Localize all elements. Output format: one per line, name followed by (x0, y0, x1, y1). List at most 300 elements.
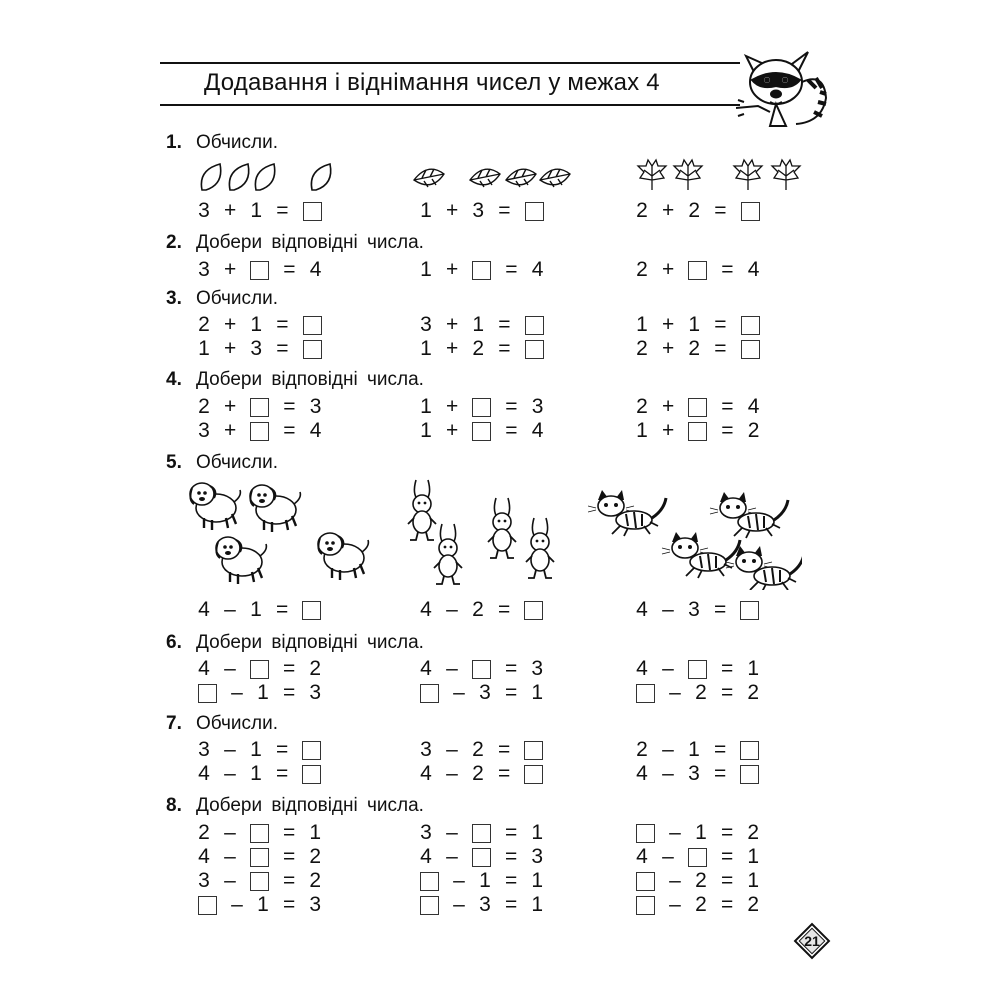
number: 2 (636, 337, 648, 360)
operator: = (505, 681, 518, 704)
operator: – (662, 598, 674, 621)
number: 1 (531, 681, 544, 704)
number: 1 (472, 313, 485, 336)
operator: – (446, 598, 458, 621)
operator: = (276, 337, 289, 360)
operator: – (224, 762, 236, 785)
task-6-heading (166, 632, 424, 654)
operator: = (721, 657, 734, 680)
number: 2 (747, 681, 760, 704)
equation (636, 395, 760, 419)
equation (198, 657, 321, 681)
task-number: 4. (166, 369, 182, 390)
answer-box[interactable] (524, 601, 543, 620)
number: 1 (531, 869, 544, 892)
number: 2 (688, 337, 701, 360)
answer-box[interactable] (636, 684, 655, 703)
equation (636, 869, 759, 893)
operator: – (224, 598, 236, 621)
operator: = (283, 869, 296, 892)
number: 4 (420, 762, 432, 785)
number: 3 (198, 419, 210, 442)
answer-box[interactable] (688, 848, 707, 867)
operator: = (283, 845, 296, 868)
operator: – (453, 893, 465, 916)
operator: – (662, 762, 674, 785)
answer-box[interactable] (250, 261, 269, 280)
equation (636, 657, 759, 681)
maple-leaf-icon (636, 156, 812, 194)
number: 3 (250, 337, 263, 360)
answer-box[interactable] (250, 848, 269, 867)
task-number: 5. (166, 452, 182, 473)
number: 1 (420, 395, 432, 418)
answer-box[interactable] (741, 202, 760, 221)
equation (636, 419, 760, 443)
equation (198, 598, 321, 622)
operator: = (283, 258, 296, 281)
number: 2 (695, 869, 707, 892)
answer-box[interactable] (472, 261, 491, 280)
number: 4 (198, 845, 210, 868)
page-title: Додавання і віднімання чисел у межах 4 (204, 69, 660, 96)
equation (420, 738, 543, 762)
number: 2 (636, 258, 648, 281)
operator: – (446, 738, 458, 761)
equation (198, 821, 321, 845)
number: 1 (747, 845, 760, 868)
operator: + (662, 419, 675, 442)
puppy-icon (186, 476, 376, 588)
number: 1 (257, 681, 269, 704)
operator: = (276, 738, 289, 761)
number: 4 (420, 845, 432, 868)
answer-box[interactable] (524, 765, 543, 784)
operator: – (224, 821, 236, 844)
number: 3 (479, 681, 491, 704)
operator: + (662, 337, 675, 360)
equation (420, 199, 544, 223)
operator: – (669, 821, 681, 844)
equation (636, 199, 760, 223)
number: 2 (309, 657, 322, 680)
operator: = (498, 337, 511, 360)
number: 2 (747, 419, 760, 442)
number: 2 (309, 869, 322, 892)
task-number: 3. (166, 288, 182, 309)
operator: – (446, 657, 458, 680)
page-number-wrap (793, 922, 831, 960)
number: 3 (472, 199, 485, 222)
equation (198, 893, 321, 917)
number: 1 (250, 738, 262, 761)
operator: = (276, 313, 289, 336)
operator: + (224, 419, 237, 442)
equation (636, 337, 760, 361)
number: 4 (747, 258, 760, 281)
operator: – (446, 762, 458, 785)
answer-box[interactable] (250, 422, 269, 441)
number: 1 (636, 313, 648, 336)
operator: + (224, 258, 237, 281)
equation (420, 821, 543, 845)
number: 4 (198, 762, 210, 785)
operator: = (505, 419, 518, 442)
answer-box[interactable] (250, 660, 269, 679)
rabbit-icon (404, 478, 576, 590)
operator: = (714, 598, 727, 621)
operator: – (662, 738, 674, 761)
title-banner (160, 62, 740, 106)
task-number: 1. (166, 132, 182, 153)
leaf-outline-icon (198, 160, 348, 194)
number: 3 (309, 893, 322, 916)
number: 2 (636, 199, 648, 222)
equation (636, 313, 760, 337)
raccoon-icon (736, 42, 828, 128)
operator: + (446, 337, 459, 360)
operator: + (224, 199, 237, 222)
number: 2 (636, 738, 648, 761)
operator: = (283, 893, 296, 916)
operator: – (669, 681, 681, 704)
number: 1 (747, 869, 760, 892)
operator: = (721, 845, 734, 868)
operator: = (721, 419, 734, 442)
operator: = (505, 821, 518, 844)
number: 2 (747, 893, 760, 916)
number: 4 (531, 419, 544, 442)
answer-box[interactable] (420, 896, 439, 915)
operator: + (662, 258, 675, 281)
equation (636, 598, 759, 622)
number: 1 (257, 893, 269, 916)
operator: – (224, 845, 236, 868)
task-3-heading (166, 288, 278, 310)
title-rule-top (160, 62, 740, 64)
number: 1 (309, 821, 322, 844)
number: 1 (420, 258, 432, 281)
number: 3 (479, 893, 491, 916)
answer-box[interactable] (472, 398, 491, 417)
number: 1 (250, 598, 262, 621)
number: 4 (531, 258, 544, 281)
number: 1 (636, 419, 648, 442)
operator: = (721, 681, 734, 704)
operator: = (283, 657, 296, 680)
number: 2 (472, 738, 484, 761)
operator: – (453, 869, 465, 892)
answer-box[interactable] (636, 896, 655, 915)
number: 3 (688, 762, 700, 785)
task-instruction: Обчисли. (196, 713, 279, 734)
task-instruction: Добери відповідні числа. (196, 232, 424, 253)
number: 3 (309, 681, 322, 704)
number: 1 (747, 657, 760, 680)
answer-box[interactable] (688, 660, 707, 679)
operator: = (714, 199, 727, 222)
task-7-heading (166, 713, 278, 735)
operator: = (283, 419, 296, 442)
operator: = (505, 893, 518, 916)
operator: + (662, 313, 675, 336)
answer-box[interactable] (741, 316, 760, 335)
answer-box[interactable] (636, 824, 655, 843)
task-8-heading (166, 795, 424, 817)
answer-box[interactable] (688, 261, 707, 280)
operator: = (721, 395, 734, 418)
equation (198, 419, 322, 443)
operator: = (276, 598, 289, 621)
equation (420, 869, 543, 893)
answer-box[interactable] (302, 765, 321, 784)
number: 4 (636, 762, 648, 785)
equation (636, 893, 759, 917)
operator: – (662, 657, 674, 680)
number: 1 (479, 869, 491, 892)
operator: = (505, 395, 518, 418)
answer-box[interactable] (472, 422, 491, 441)
number: 2 (472, 598, 484, 621)
equation (198, 258, 322, 282)
number: 4 (420, 598, 432, 621)
number: 4 (636, 845, 648, 868)
operator: = (283, 681, 296, 704)
number: 2 (472, 762, 484, 785)
number: 1 (688, 313, 701, 336)
equation (198, 337, 322, 361)
answer-box[interactable] (303, 340, 322, 359)
answer-box[interactable] (740, 601, 759, 620)
equation (420, 258, 544, 282)
task-number: 7. (166, 713, 182, 734)
task-instruction: Обчисли. (196, 288, 279, 309)
leaf-veined-icon (410, 160, 580, 194)
operator: = (276, 199, 289, 222)
kitten-icon (588, 488, 802, 590)
task-instruction: Обчисли. (196, 452, 279, 473)
operator: = (283, 395, 296, 418)
task-instruction: Добери відповідні числа. (196, 369, 424, 390)
equation (420, 845, 543, 869)
answer-box[interactable] (250, 872, 269, 891)
operator: = (498, 598, 511, 621)
number: 3 (198, 258, 210, 281)
equation (420, 313, 544, 337)
operator: – (669, 869, 681, 892)
number: 3 (309, 395, 322, 418)
operator: – (231, 681, 243, 704)
equation (198, 845, 321, 869)
operator: = (498, 762, 511, 785)
answer-box[interactable] (740, 765, 759, 784)
operator: – (224, 869, 236, 892)
answer-box[interactable] (302, 601, 321, 620)
answer-box[interactable] (472, 848, 491, 867)
equation (636, 681, 759, 705)
answer-box[interactable] (250, 398, 269, 417)
number: 2 (636, 395, 648, 418)
operator: = (283, 821, 296, 844)
equation (198, 395, 322, 419)
number: 2 (695, 893, 707, 916)
number: 1 (250, 762, 262, 785)
answer-box[interactable] (198, 896, 217, 915)
operator: = (714, 762, 727, 785)
number: 2 (472, 337, 485, 360)
operator: = (498, 738, 511, 761)
number: 4 (636, 657, 648, 680)
equation (420, 395, 544, 419)
task-5-heading (166, 452, 278, 474)
number: 3 (688, 598, 700, 621)
operator: = (505, 258, 518, 281)
equation (636, 821, 759, 845)
title-rule-bottom (160, 104, 740, 106)
number: 2 (688, 199, 701, 222)
number: 2 (309, 845, 322, 868)
number: 4 (747, 395, 760, 418)
number: 1 (250, 199, 263, 222)
answer-box[interactable] (250, 824, 269, 843)
answer-box[interactable] (524, 741, 543, 760)
operator: + (224, 313, 237, 336)
task-instruction: Обчисли. (196, 132, 279, 153)
equation (198, 738, 321, 762)
number: 4 (309, 419, 322, 442)
number: 4 (198, 598, 210, 621)
answer-box[interactable] (525, 316, 544, 335)
answer-box[interactable] (420, 684, 439, 703)
operator: – (231, 893, 243, 916)
equation (636, 258, 760, 282)
answer-box[interactable] (420, 872, 439, 891)
operator: = (505, 657, 518, 680)
answer-box[interactable] (636, 872, 655, 891)
equation (420, 893, 543, 917)
answer-box[interactable] (472, 660, 491, 679)
answer-box[interactable] (688, 398, 707, 417)
number: 1 (420, 337, 432, 360)
answer-box[interactable] (472, 824, 491, 843)
answer-box[interactable] (740, 741, 759, 760)
operator: – (662, 845, 674, 868)
equation (198, 313, 322, 337)
number: 2 (695, 681, 707, 704)
task-number: 2. (166, 232, 182, 253)
task-instruction: Добери відповідні числа. (196, 795, 424, 816)
operator: = (721, 821, 734, 844)
operator: – (453, 681, 465, 704)
operator: – (446, 821, 458, 844)
answer-box[interactable] (303, 202, 322, 221)
operator: + (224, 395, 237, 418)
operator: = (721, 869, 734, 892)
number: 3 (198, 738, 210, 761)
number: 3 (531, 845, 544, 868)
page-number: 21 (804, 933, 820, 949)
number: 4 (198, 657, 210, 680)
number: 1 (695, 821, 707, 844)
answer-box[interactable] (198, 684, 217, 703)
equation (198, 681, 321, 705)
operator: = (498, 313, 511, 336)
operator: = (276, 762, 289, 785)
operator: + (446, 395, 459, 418)
operator: + (224, 337, 237, 360)
operator: = (498, 199, 511, 222)
operator: = (714, 313, 727, 336)
number: 3 (420, 738, 432, 761)
task-number: 6. (166, 632, 182, 653)
answer-box[interactable] (525, 202, 544, 221)
number: 3 (531, 657, 544, 680)
number: 3 (531, 395, 544, 418)
answer-box[interactable] (688, 422, 707, 441)
equation (198, 869, 321, 893)
number: 3 (420, 313, 432, 336)
number: 1 (688, 738, 700, 761)
number: 4 (636, 598, 648, 621)
answer-box[interactable] (741, 340, 760, 359)
number: 1 (250, 313, 263, 336)
operator: + (446, 199, 459, 222)
number: 4 (309, 258, 322, 281)
operator: = (505, 845, 518, 868)
number: 1 (198, 337, 210, 360)
task-2-heading (166, 232, 424, 254)
equation (420, 419, 544, 443)
number: 4 (420, 657, 432, 680)
equation (420, 337, 544, 361)
operator: + (446, 313, 459, 336)
number: 1 (531, 821, 544, 844)
number: 2 (198, 313, 210, 336)
task-1-heading (166, 132, 278, 154)
operator: + (662, 395, 675, 418)
number: 1 (420, 199, 432, 222)
task-number: 8. (166, 795, 182, 816)
equation (636, 738, 759, 762)
answer-box[interactable] (525, 340, 544, 359)
operator: = (714, 337, 727, 360)
number: 3 (198, 199, 210, 222)
number: 2 (198, 395, 210, 418)
number: 2 (747, 821, 760, 844)
operator: – (224, 738, 236, 761)
operator: = (721, 893, 734, 916)
answer-box[interactable] (302, 741, 321, 760)
task-instruction: Добери відповідні числа. (196, 632, 424, 653)
operator: + (662, 199, 675, 222)
answer-box[interactable] (303, 316, 322, 335)
operator: = (505, 869, 518, 892)
equation (636, 762, 759, 786)
equation (636, 845, 759, 869)
operator: = (714, 738, 727, 761)
task-4-heading (166, 369, 424, 391)
operator: = (721, 258, 734, 281)
operator: + (446, 258, 459, 281)
equation (420, 681, 543, 705)
equation (198, 199, 322, 223)
operator: + (446, 419, 459, 442)
equation (198, 762, 321, 786)
number: 3 (198, 869, 210, 892)
operator: – (224, 657, 236, 680)
equation (420, 657, 543, 681)
number: 2 (198, 821, 210, 844)
